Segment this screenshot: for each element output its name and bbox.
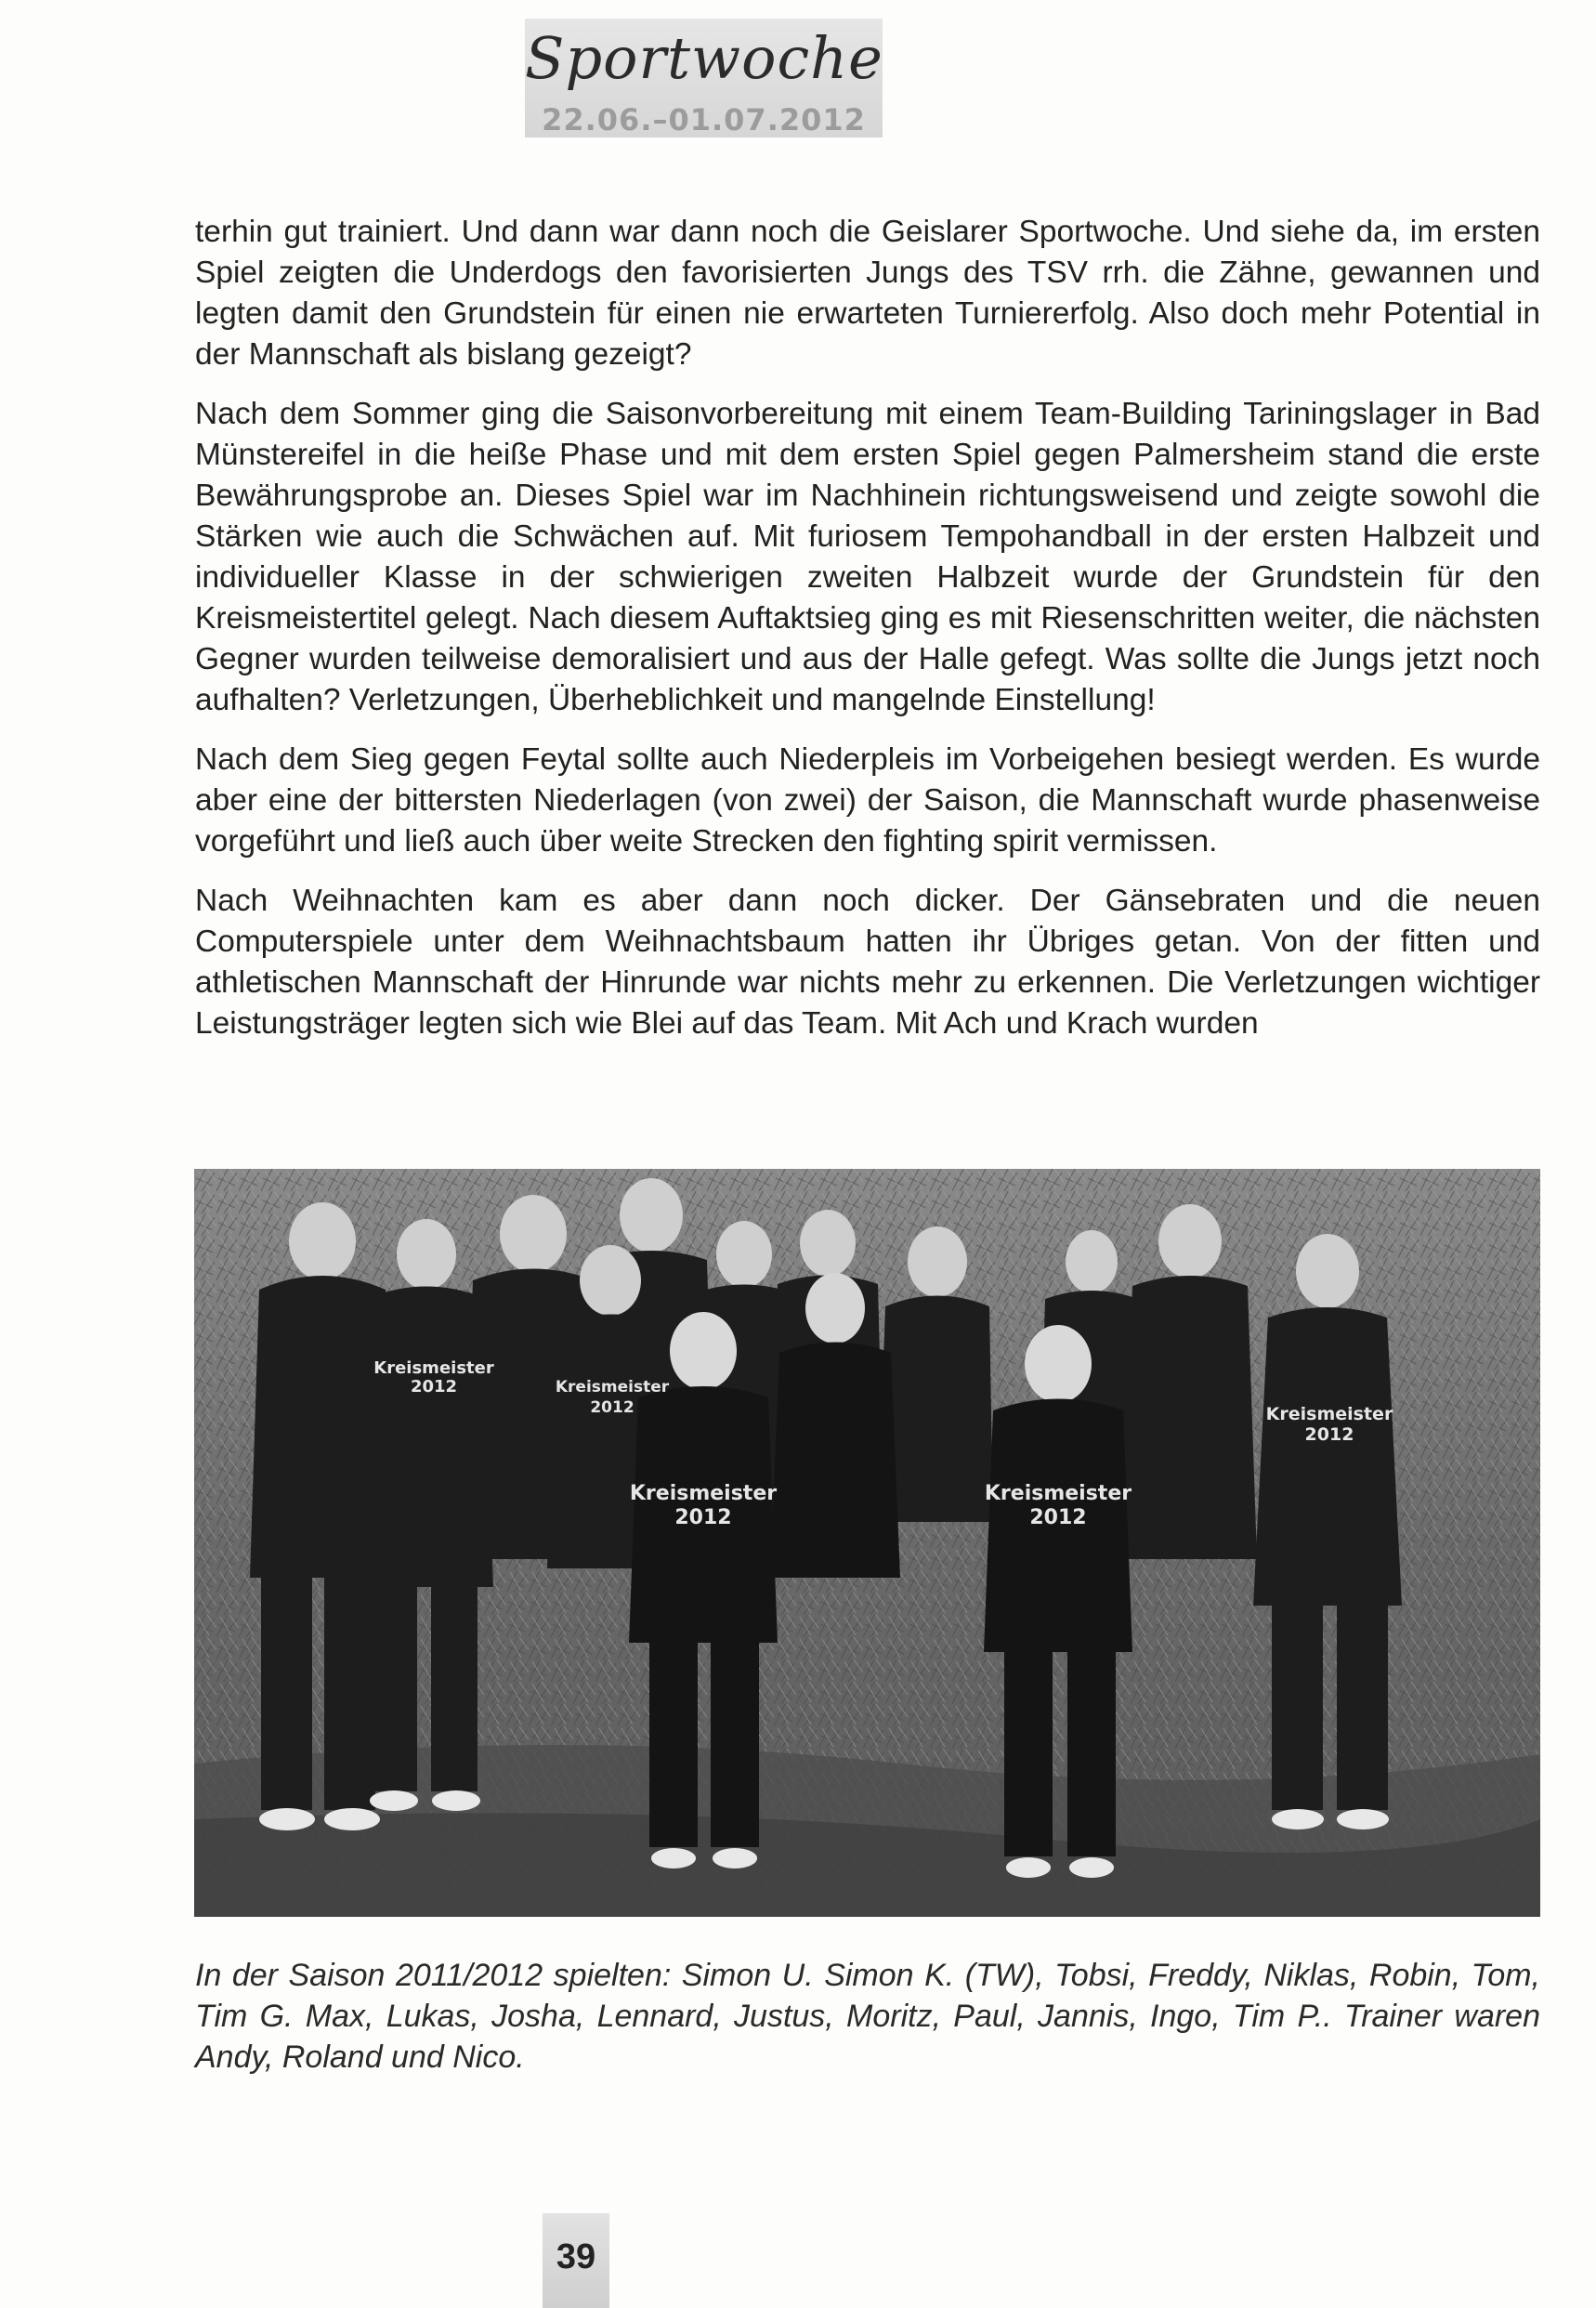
header-title: Sportwoche — [525, 24, 883, 92]
header-logo — [525, 19, 883, 138]
header-dates: 22.06.–01.07.2012 — [542, 102, 866, 138]
paragraph: Nach Weihnachten kam es aber dann noch dicker. Der Gänsebraten und die neuen Computerspiele unter dem Weihnachtsbaum hatten ihr Übriges getan. Von der fitten und athletischen Mannschaft der Hinrunde war nichts mehr zu erkennen. Die Verletzungen wichtiger Leistungsträger legten sich wie Blei auf das Team. Mit Ach und Krach wurden — [195, 884, 1540, 1041]
team-photo — [194, 1169, 1540, 1917]
shirt-text: Kreismeister — [984, 1482, 1132, 1505]
page-number-box — [543, 2213, 609, 2308]
shirt-text: Kreismeister — [373, 1358, 494, 1378]
article-body — [195, 212, 1540, 1063]
shirt-text: Kreismeister — [1265, 1404, 1393, 1424]
shirt-text: Kreismeister — [629, 1482, 778, 1505]
paragraph: terhin gut trainiert. Und dann war dann noch die Geislarer Sportwoche. Und siehe da, im ersten Spiel zeigten die Underdogs den favorisierten Jungs des TSV rrh. die Zähne, gewannen und legten damit den Grundstein für einen nie erwarteten Turniererfolg. Also doch mehr Potential in der Mannschaft als bislang gezeigt? — [195, 215, 1540, 372]
shirt-year: 2012 — [590, 1398, 634, 1417]
shirt-year: 2012 — [674, 1506, 732, 1529]
shirt-year: 2012 — [1304, 1424, 1354, 1445]
photo-caption: In der Saison 2011/2012 spielten: Simon U. Simon K. (TW), Tobsi, Freddy, Niklas, Robin, Tom, Tim G. Max, Lukas, Josha, Lennard, Justus, Moritz, Paul, Jannis, Ingo, Tim P.. Trainer waren Andy, Roland und Nico. — [195, 1958, 1540, 2075]
shirt-text: Kreismeister — [555, 1378, 670, 1397]
paragraph: Nach dem Sommer ging die Saisonvorbereitung mit einem Team-Building Tariningslager in Bad Münstereifel in die heiße Phase und mit dem ersten Spiel gegen Palmersheim stand die erste Bewährungsprobe an. Dieses Spiel war im Nachhinein richtungsweisend und zeigte sowohl die Stärken wie auch die Schwächen auf. Mit furiosem Tempohandball in der ersten Halbzeit und individueller Klasse in der schwierigen zweiten Halbzeit wurde der Grundstein für den Kreismeistertitel gelegt. Nach diesem Auftaktsieg ging es mit Riesenschritten weiter, die nächsten Gegner wurden teilweise demoralisiert und aus der Halle gefegt. Was sollte die Jungs jetzt noch aufhalten? Verletzungen, Überheblichkeit und mangelnde Einstellung! — [195, 397, 1540, 717]
page-number: 39 — [556, 2237, 596, 2276]
team-photo-illustration — [194, 1169, 1540, 1917]
shirt-year: 2012 — [410, 1377, 458, 1397]
paragraph: Nach dem Sieg gegen Feytal sollte auch Niederpleis im Vorbeigehen besiegt werden. Es wurde aber eine der bittersten Niederlagen (von zwei) der Saison, die Mannschaft wurde phasenweise vorgeführt und ließ auch über weite Strecken den fighting spirit vermissen. — [195, 742, 1540, 859]
shirt-year: 2012 — [1029, 1506, 1087, 1529]
